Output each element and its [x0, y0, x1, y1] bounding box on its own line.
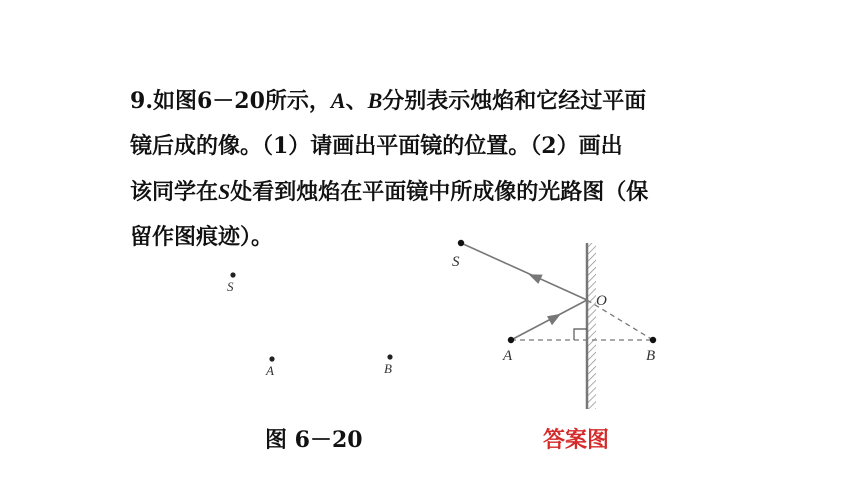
label-a: A	[266, 363, 274, 378]
incident-ray	[511, 300, 587, 340]
label-a-inline: A	[330, 88, 346, 113]
left-figure	[227, 272, 393, 378]
point-b	[387, 354, 392, 359]
label-o-answer: O	[596, 293, 607, 309]
label-b-answer: B	[646, 348, 656, 364]
label-a-answer: A	[503, 348, 513, 364]
answer-caption: 答案图	[543, 428, 610, 453]
point-s-answer	[458, 240, 464, 246]
label-s: S	[227, 279, 234, 294]
label-s-inline: S	[218, 179, 231, 204]
point-s	[230, 272, 235, 277]
label-s-answer: S	[452, 254, 460, 270]
point-b-answer	[650, 337, 656, 343]
incident-ray-arrow	[547, 314, 561, 326]
right-angle-mark	[574, 329, 587, 340]
question-text: 9.如图6－20所示，A、B分别表示烛焰和它经过平面 镜后成的像。（1）请画出平面镜的位置。（2）画出 该同学在S处看到烛焰在平面镜中所成像的光路图（保 留作图痕迹）。	[130, 88, 649, 250]
label-b-inline: B	[367, 88, 383, 113]
question-number: 9	[130, 88, 146, 114]
reflected-ray	[461, 243, 587, 300]
label-b: B	[384, 361, 392, 376]
point-a	[269, 356, 274, 361]
mirror-hatching	[588, 243, 596, 409]
right-figure	[452, 240, 656, 409]
point-a-answer	[508, 337, 514, 343]
figure-caption: 图 6－20	[265, 427, 363, 453]
